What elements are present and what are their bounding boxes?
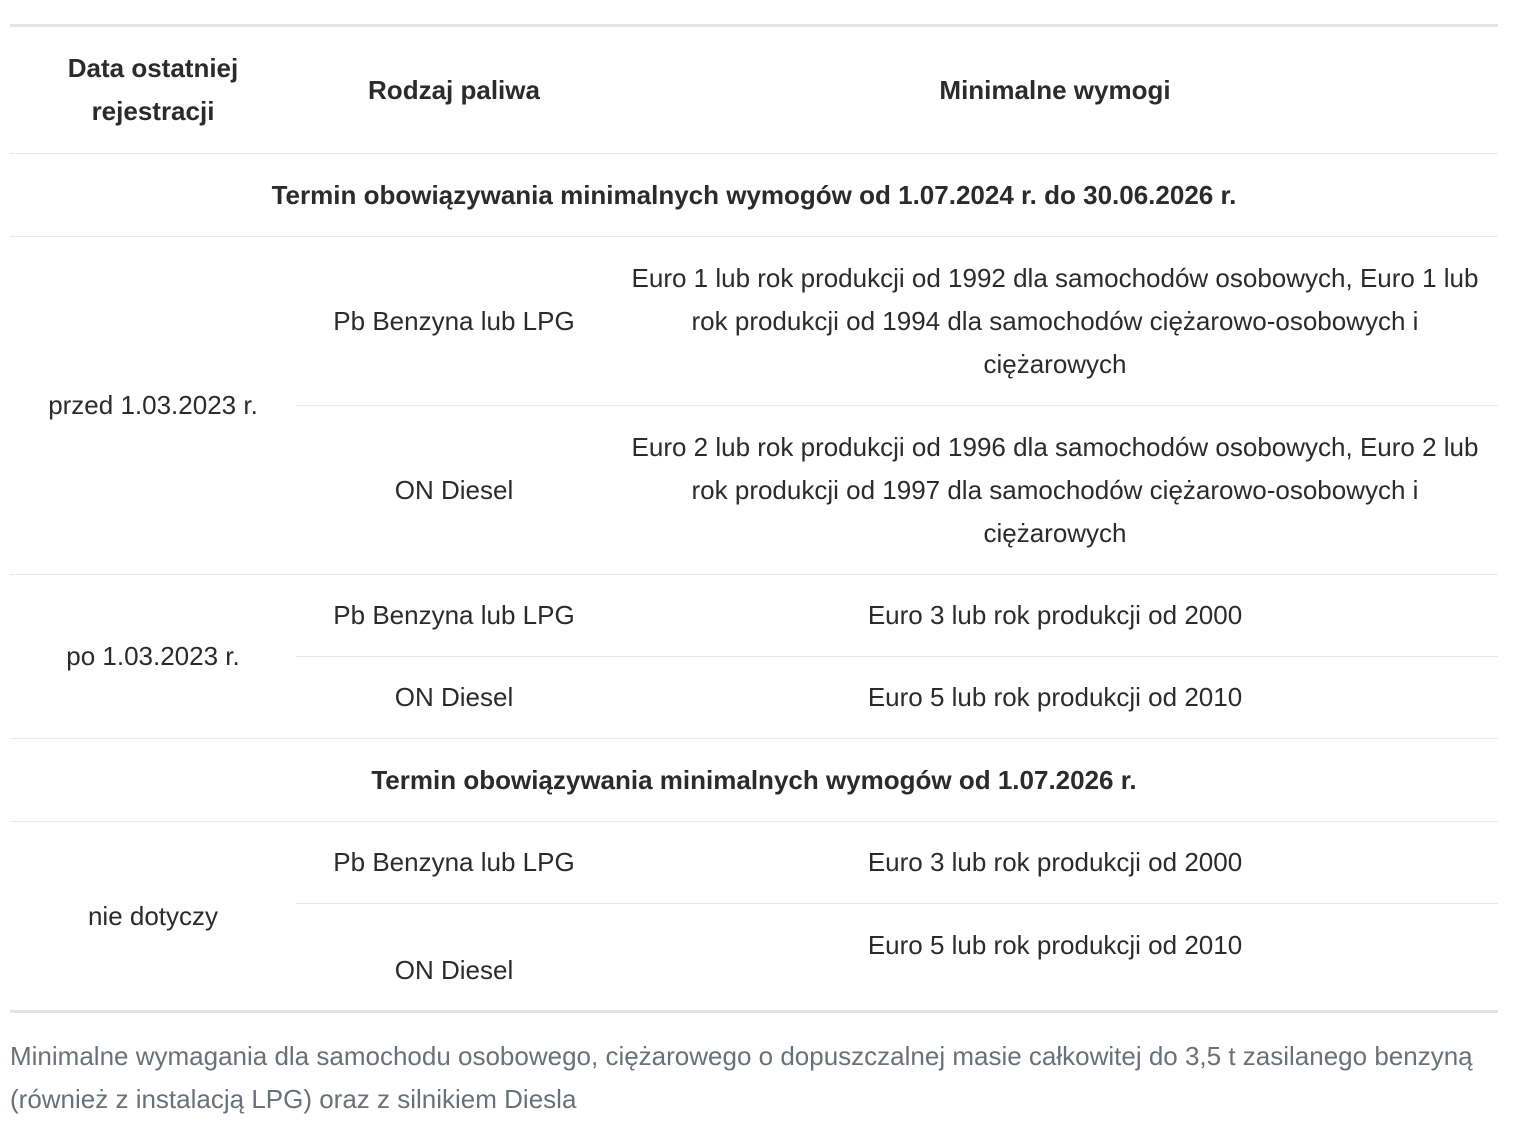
fuel-cell: ON Diesel — [394, 955, 514, 985]
header-requirements: Minimalne wymogi — [612, 26, 1498, 154]
emission-requirements-figure — [10, 24, 1498, 1121]
section-row-2 — [10, 739, 1498, 822]
header-fuel: Rodzaj paliwa — [296, 26, 612, 154]
requirement-cell: Euro 2 lub rok produkcji od 1996 dla samochodów osobowych, Euro 2 lub rok produkcji od 1997 dla samochodów ciężarowo-osobowych i ciężarowych — [612, 406, 1498, 575]
table-row — [10, 237, 1498, 406]
date-cell: przed 1.03.2023 r. — [10, 237, 296, 575]
requirement-cell: Euro 5 lub rok produkcji od 2010 — [867, 930, 1243, 960]
table-header-row — [10, 26, 1498, 154]
requirement-cell: Euro 5 lub rok produkcji od 2010 — [612, 657, 1498, 739]
fuel-cell: Pb Benzyna lub LPG — [296, 822, 612, 904]
fuel-cell: ON Diesel — [296, 406, 612, 575]
fuel-cell: ON Diesel — [296, 657, 612, 739]
requirement-cell: Euro 3 lub rok produkcji od 2000 — [612, 575, 1498, 657]
fuel-cell: Pb Benzyna lub LPG — [296, 237, 612, 406]
requirement-cell: Euro 3 lub rok produkcji od 2000 — [612, 822, 1498, 904]
table-row — [10, 822, 1498, 904]
date-cell: po 1.03.2023 r. — [10, 575, 296, 739]
section-title-2: Termin obowiązywania minimalnych wymogów od 1.07.2026 r. — [10, 739, 1498, 822]
table-row — [10, 575, 1498, 657]
emission-requirements-table — [10, 24, 1498, 1013]
table-caption: Minimalne wymagania dla samochodu osobowego, ciężarowego o dopuszczalnej masie całkowitej do 3,5 t zasilanego benzyną (również z instalacją LPG) oraz z silnikiem Diesla — [10, 1041, 1473, 1114]
date-cell: nie dotyczy — [87, 900, 219, 931]
fuel-cell: Pb Benzyna lub LPG — [296, 575, 612, 657]
requirement-cell: Euro 1 lub rok produkcji od 1992 dla samochodów osobowych, Euro 1 lub rok produkcji od 1994 dla samochodów ciężarowo-osobowych i ciężarowych — [612, 237, 1498, 406]
section-title-1: Termin obowiązywania minimalnych wymogów od 1.07.2024 r. do 30.06.2026 r. — [10, 154, 1498, 237]
header-date: Data ostatniej rejestracji — [10, 26, 296, 154]
section-row-1 — [10, 154, 1498, 237]
